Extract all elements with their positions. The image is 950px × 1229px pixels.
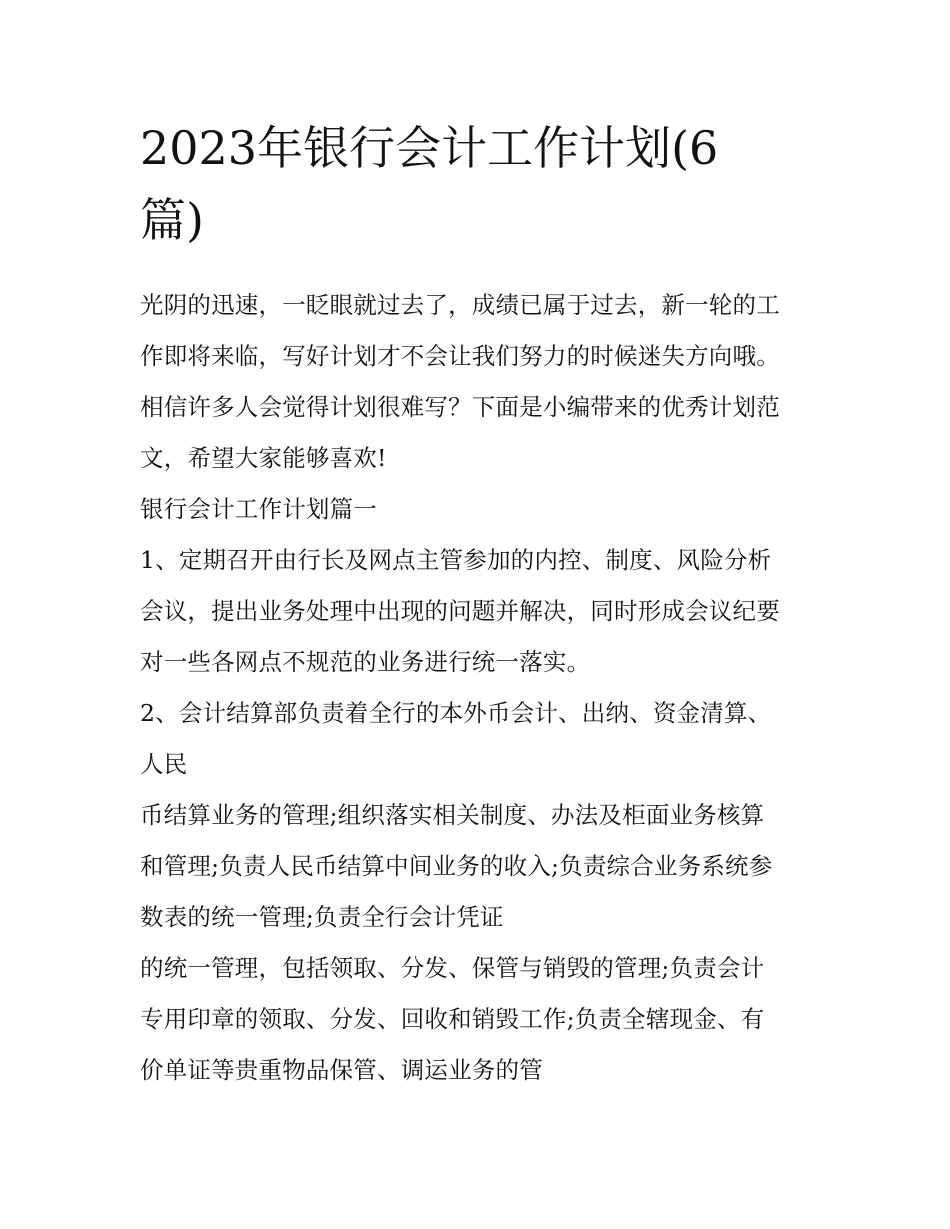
- text-line: 会议，提出业务处理中出现的问题并解决，同时形成会议纪要: [140, 597, 780, 625]
- text-line: 1、定期召开由行长及网点主管参加的内控、制度、风险分析: [140, 546, 772, 574]
- text-line: 文，希望大家能够喜欢!: [140, 444, 387, 472]
- text-line: 作即将来临，写好计划才不会让我们努力的时候迷失方向哦。: [140, 342, 780, 370]
- text-line: 专用印章的领取、分发、回收和销毁工作;负责全辖现金、有: [140, 1005, 765, 1033]
- document-title: [140, 112, 820, 256]
- text-line: 数表的统一管理;负责全行会计凭证: [140, 903, 504, 931]
- text-line: 人民: [140, 750, 188, 778]
- text-line: 币结算业务的管理;组织落实相关制度、办法及柜面业务核算: [140, 801, 765, 829]
- title-line-1: 2023年银行会计工作计划(6: [140, 121, 719, 175]
- text-line: 的统一管理，包括领取、分发、保管与销毁的管理;负责会计: [140, 954, 765, 982]
- document-body: [140, 112, 820, 1096]
- text-line: 价单证等贵重物品保管、调运业务的管: [140, 1056, 543, 1084]
- body-text: [140, 280, 820, 1096]
- text-line: 2、会计结算部负责着全行的本外币会计、出纳、资金清算、: [140, 699, 772, 727]
- text-line: 光阴的迅速，一眨眼就过去了，成绩已属于过去，新一轮的工: [140, 291, 780, 319]
- title-line-2: 篇): [140, 193, 204, 247]
- text-line: 和管理;负责人民币结算中间业务的收入;负责综合业务系统参: [140, 852, 773, 880]
- text-line: 对一些各网点不规范的业务进行统一落实。: [140, 648, 591, 676]
- text-line: 相信许多人会觉得计划很难写？下面是小编带来的优秀计划范: [140, 393, 780, 421]
- section-heading: 银行会计工作计划篇一: [140, 495, 377, 523]
